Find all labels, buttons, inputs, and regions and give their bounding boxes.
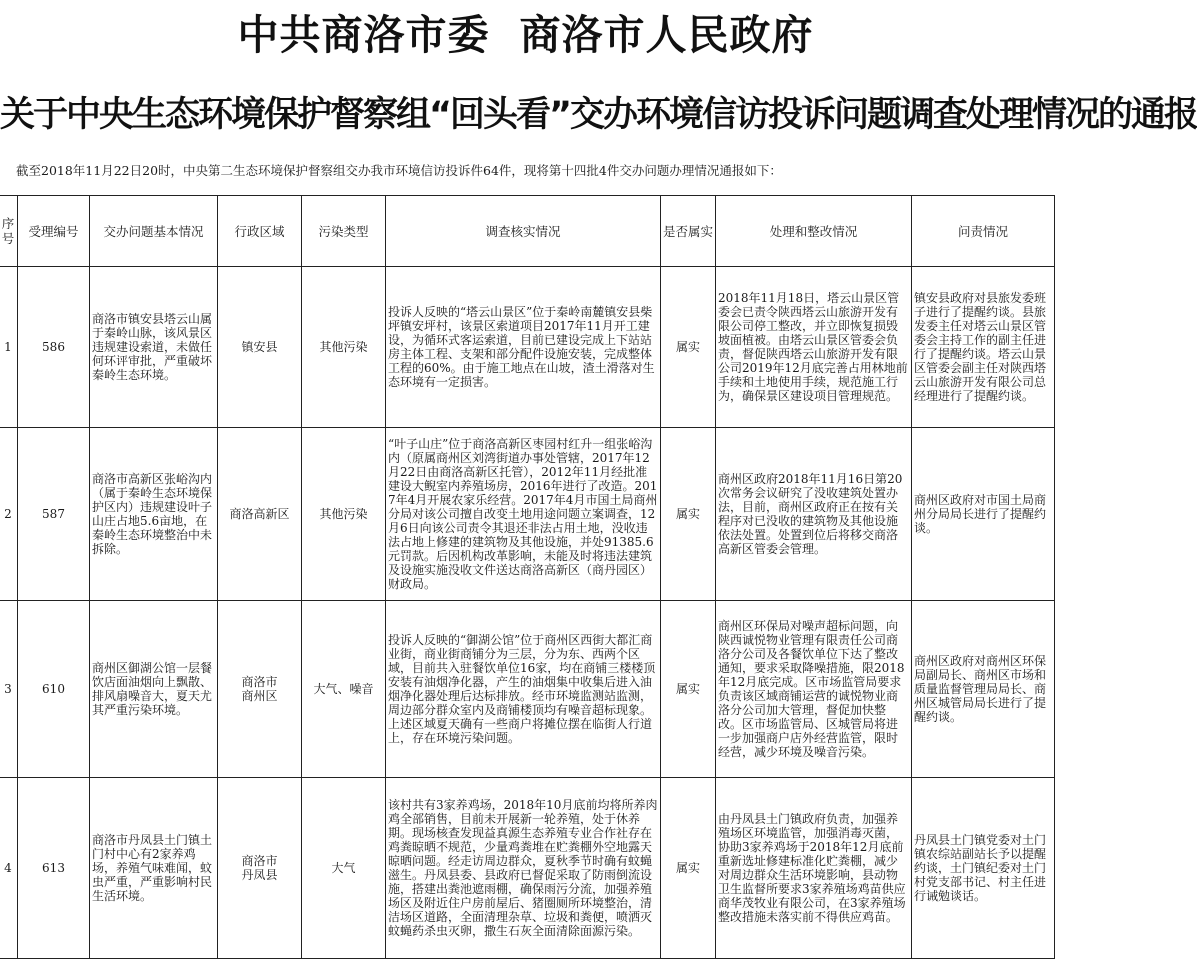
document-title: 关于中央生态环境保护督察组“回头看”交办环境信访投诉问题调查处理情况的通报 (0, 95, 1197, 135)
org-title-government: 商洛市人民政府 (519, 11, 814, 59)
cell-accountability: 商州区政府对市国土局商州分局局长进行了提醒约谈。 (912, 428, 1055, 601)
cell-accountability: 丹凤县土门镇党委对土门镇农综站副站长予以提醒约谈，土门镇纪委对土门村党支部书记、村主任进行诫勉谈话。 (912, 778, 1055, 959)
cell-issue: 商州区御湖公馆一层餐饮店面油烟向上飘散、排风扇噪音大，夏天尤其严重污染环境。 (90, 601, 218, 778)
cell-pollution: 其他污染 (302, 428, 386, 601)
cell-id: 586 (18, 267, 90, 428)
intro-paragraph: 截至2018年11月22日20时，中央第二生态环境保护督察组交办我市环境信访投诉件64件，现将第十四批4件交办问题办理情况通报如下： (16, 163, 782, 178)
header-investigation: 调查核实情况 (386, 196, 661, 267)
cell-id: 587 (18, 428, 90, 601)
table-row (0, 778, 1055, 959)
header-region: 行政区域 (218, 196, 302, 267)
header-issue: 交办问题基本情况 (90, 196, 218, 267)
table-row (0, 601, 1055, 778)
header-accountability: 问责情况 (912, 196, 1055, 267)
cell-verified: 属实 (661, 267, 716, 428)
cell-region: 商洛市 商州区 (218, 601, 302, 778)
cell-seq: 4 (0, 778, 18, 959)
cell-seq: 3 (0, 601, 18, 778)
cell-investigation: 投诉人反映的“塔云山景区”位于秦岭南麓镇安县柴坪镇安坪村，该景区索道项目2017年11月开工建设，为循环式客运索道，目前已建设完成上下站站房主体工程、支架和部分配件设施安装，完成整体工程的60%。由于施工地点在山坡，渣土滑落对生态环境有一定损害。 (386, 267, 661, 428)
cell-region: 商洛高新区 (218, 428, 302, 601)
cell-investigation: “叶子山庄”位于商洛高新区枣园村红升一组张峪沟内（原属商州区刘湾街道办事处管辖，2017年12月22日由商洛高新区托管），2012年11月经批准建设大鲵室内养殖场房，2016年进行了改造。2017年4月开展农家乐经营。2017年4月市国土局商州分局对该公司擅自改变土地用途问题立案调查，12月6日向该公司责令其退还非法占用土地，没收违法占地上修建的建筑物及其他设施，并处91385.6元罚款。后因机构改革影响，未能及时将违法建筑及设施实施没收文件送达商洛高新区（商丹园区）财政局。 (386, 428, 661, 601)
cell-investigation: 投诉人反映的“御湖公馆”位于商州区西街大都汇商业街，商业街商铺分为三层，分为东、西两个区域，目前共入驻餐饮单位16家，均在商铺三楼楼顶安装有油烟净化器，产生的油烟集中收集后进入油烟净化器处理后达标排放。经市环境监测站监测，周边部分群众室内及商铺楼顶均有噪音超标现象。上述区域夏天确有一些商户将摊位摆在临街人行道上，存在环境污染问题。 (386, 601, 661, 778)
header-pollution: 污染类型 (302, 196, 386, 267)
header-id: 受理编号 (18, 196, 90, 267)
org-title-party: 中共商洛市委 (237, 11, 490, 59)
cell-verified: 属实 (661, 601, 716, 778)
cell-issue: 商洛市丹凤县土门镇土门村中心有2家养鸡场，养殖气味难闻，蚊虫严重，严重影响村民生活环境。 (90, 778, 218, 959)
cell-region: 镇安县 (218, 267, 302, 428)
cell-pollution: 其他污染 (302, 267, 386, 428)
cell-handling: 商州区环保局对噪声超标问题，向陕西诚悦物业管理有限责任公司商洛分公司及各餐饮单位下达了整改通知，要求采取降噪措施，限2018年12月底完成。区市场监管局要求负责该区域商铺运营的诚悦物业商洛分公司加大管理，督促加快整改。区市场监管局、区城管局将进一步加强商户店外经营监管，限时经营，减少环境及噪音污染。 (716, 601, 912, 778)
cell-id: 613 (18, 778, 90, 959)
cell-handling: 由丹凤县土门镇政府负责，加强养殖场区环境监管，加强消毒灭菌，协助3家养鸡场于2018年12月底前重新选址修建标准化贮粪棚，减少对周边群众生活环境影响，县动物卫生监督所要求3家养殖场鸡苗供应商华茂牧业有限公司，在3家养殖场整改措施未落实前不得供应鸡苗。 (716, 778, 912, 959)
cell-issue: 商洛市镇安县塔云山属于秦岭山脉，该风景区违规建设索道，未做任何环评审批，严重破坏秦岭生态环境。 (90, 267, 218, 428)
cell-handling: 2018年11月18日，塔云山景区管委会已责令陕西塔云山旅游开发有限公司停工整改，并立即恢复损毁坡面植被。由塔云山景区管委会负责，督促陕西塔云山旅游开发有限公司2019年12月底完善占用林地前手续和土地使用手续，规范施工行为，确保景区建设项目管理规范。 (716, 267, 912, 428)
complaint-table (0, 195, 1055, 959)
table-header-row (0, 196, 1055, 267)
table-row (0, 428, 1055, 601)
cell-verified: 属实 (661, 428, 716, 601)
org-title (0, 6, 1051, 64)
table-row (0, 267, 1055, 428)
cell-accountability: 商州区政府对商州区环保局副局长、商州区市场和质量监督管理局局长、商州区城管局局长进行了提醒约谈。 (912, 601, 1055, 778)
cell-verified: 属实 (661, 778, 716, 959)
header-verified: 是否属实 (661, 196, 716, 267)
cell-accountability: 镇安县政府对县旅发委班子进行了提醒约谈。县旅发委主任对塔云山景区管委会主持工作的副主任进行了提醒约谈。塔云山景区管委会副主任对陕西塔云山旅游开发有限公司总经理进行了提醒约谈。 (912, 267, 1055, 428)
cell-handling: 商州区政府2018年11月16日第20次常务会议研究了没收建筑处置办法，目前，商州区政府正在按有关程序对已没收的建筑物及其他设施依法处置。处置到位后将移交商洛高新区管委会管理。 (716, 428, 912, 601)
header-seq: 序号 (0, 196, 18, 267)
header-handling: 处理和整改情况 (716, 196, 912, 267)
cell-pollution: 大气、噪音 (302, 601, 386, 778)
cell-pollution: 大气 (302, 778, 386, 959)
cell-id: 610 (18, 601, 90, 778)
cell-seq: 1 (0, 267, 18, 428)
cell-seq: 2 (0, 428, 18, 601)
cell-investigation: 该村共有3家养鸡场，2018年10月底前均将所养肉鸡全部销售，目前未开展新一轮养殖，处于休养期。现场核查发现益真源生态养殖专业合作社存在鸡粪晾晒不规范，少量鸡粪堆在贮粪棚外空地露天晾晒问题。经走访周边群众，夏秋季节时确有蚊蝇滋生。丹凤县委、县政府已督促采取了防雨倒流设施，搭建出粪池遮雨棚，确保雨污分流，加强养殖场区及附近住户房前屋后、猪圈厕所环境整治，清洁场区道路，全面清理杂草、垃圾和粪便，喷洒灭蚊蝇药杀虫灭卵，撒生石灰全面清除面源污染。 (386, 778, 661, 959)
cell-region: 商洛市 丹凤县 (218, 778, 302, 959)
cell-issue: 商洛市高新区张峪沟内（属于秦岭生态环境保护区内）违规建设叶子山庄占地5.6亩地，在秦岭生态环境整治中未拆除。 (90, 428, 218, 601)
